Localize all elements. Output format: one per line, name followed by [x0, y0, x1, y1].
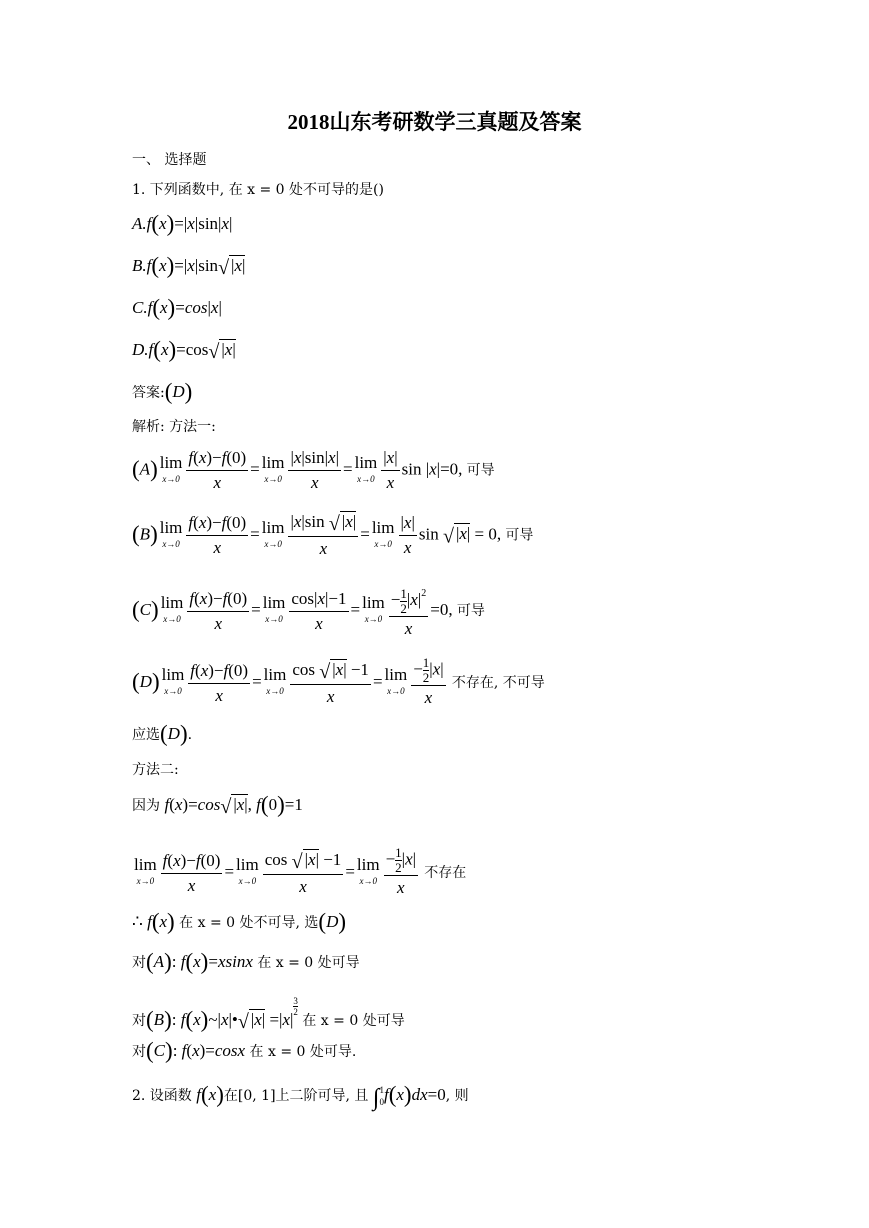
- limit-row-b: (B) lim x→0 $\frac{f(x)-f(0)}{x}$ = lim x→0 $\frac{|x|\sin √ |x|}{x}$ = lim x→0 $\frac{|x|}{x}$ sin √ |x| = 0, 可导: [132, 512, 534, 558]
- check-b-line: 对(B): f(x)~|x|•√ |x| =|x| $\frac{3}{2}$ 在 x = 0 处可导: [132, 996, 405, 1033]
- check-c-label: C: [153, 1041, 166, 1060]
- option-a-label: A.: [132, 214, 147, 233]
- limit-row-d: (D) lim x→0 $\frac{f(x)-f(0)}{x}$ = lim x→0 $\frac{\cos √ |x| -1}{x}$ = lim x→0 − $\frac{1}{2}$ |x| x 不存在, 不可导: [132, 655, 545, 707]
- because-prefix: 因为: [132, 798, 160, 814]
- check-a-line: 对(A): f(x)=xsinx 在 x = 0 处可导: [132, 949, 360, 974]
- option-b: B.f(x)=|x|sin√ |x|: [132, 253, 246, 279]
- check-b-suffix: 在 x = 0 处可导: [302, 1013, 405, 1029]
- answer-line: 答案:(D): [132, 379, 193, 404]
- check-b-prefix: 对: [132, 1013, 146, 1029]
- option-c-label: C.: [132, 298, 148, 317]
- question-1-stem: 1. 下列函数中, 在 x = 0 处不可导的是(): [132, 182, 384, 198]
- choose-prefix: 应选: [132, 727, 160, 743]
- choose-line: 应选(D).: [132, 721, 193, 746]
- limit-row-d-label: D: [139, 671, 152, 691]
- method-2-label: 方法二:: [132, 762, 179, 778]
- check-a-suffix: 在 x = 0 处可导: [257, 955, 360, 971]
- answer-value: D: [172, 382, 185, 401]
- analysis-label: 解析: 方法一:: [132, 419, 216, 435]
- document-title: 2018山东考研数学三真题及答案: [287, 110, 582, 134]
- therefore-text: 在 x = 0 处不可导, 选: [179, 915, 319, 931]
- choose-value: D: [167, 724, 180, 743]
- question-2-prefix: 2. 设函数: [132, 1088, 192, 1104]
- limit-row-a: (A) lim x→0 $\frac{f(x)-f(0)}{x}$ = lim x→0 $\frac{|x|\sin|x|}{x}$ = lim x→0 $\frac{|x|}{x}$ sin |x|=0, 可导: [132, 448, 495, 492]
- option-c: C.f(x)=cos|x|: [132, 295, 222, 320]
- therefore-line: ∴ f(x) 在 x = 0 处不可导, 选(D): [132, 909, 347, 934]
- limit-row-c: (C) lim x→0 $\frac{f(x)-f(0)}{x}$ = lim x→0 $\frac{\cos|x|-1}{x}$ = lim x→0 − $\frac{1}{2}$ $|x|^2$ x =0, 可导: [132, 582, 485, 641]
- limit-row-c-label: C: [139, 600, 152, 620]
- limit-row-a-label: A: [139, 459, 151, 479]
- check-c-line: 对(C): f(x)=cosx 在 x = 0 处可导.: [132, 1038, 357, 1063]
- question-2-middle: 在[0, 1]上二阶可导, 且: [223, 1088, 369, 1104]
- limit-row-c-note: 可导: [456, 603, 485, 620]
- option-a: A.f(x)=|x|sin|x|: [132, 211, 233, 236]
- section-heading: 一、 选择题: [132, 152, 207, 168]
- limit-row-b-label: B: [139, 524, 151, 544]
- answer-label: 答案:: [132, 385, 165, 401]
- method-2-limit-note: 不存在: [424, 864, 467, 881]
- option-d-label: D.: [132, 340, 149, 359]
- check-a-label: A: [153, 952, 165, 971]
- option-b-label: B.: [132, 256, 147, 275]
- because-line: 因为 f(x)=cos√ |x|, f(0)=1: [132, 792, 303, 818]
- check-c-prefix: 对: [132, 1044, 146, 1060]
- therefore-value: D: [326, 912, 339, 931]
- check-b-label: B: [153, 1010, 165, 1029]
- limit-row-a-note: 可导: [466, 462, 495, 479]
- method-2-limit: lim x→0 $\frac{f(x)-f(0)}{x}$ = lim x→0 $\frac{\cos √ |x| -1}{x}$ = lim x→0 − $\frac{1}{2}$ |x| x 不存在: [134, 845, 467, 897]
- limit-row-b-note: 可导: [505, 527, 534, 544]
- limit-row-d-note: 不存在, 不可导: [451, 674, 545, 691]
- check-a-prefix: 对: [132, 955, 146, 971]
- option-d: D.f(x)=cos√ |x|: [132, 337, 236, 363]
- question-2-suffix: , 则: [445, 1088, 469, 1104]
- check-c-suffix: 在 x = 0 处可导.: [249, 1044, 357, 1060]
- question-2-stem: 2. 设函数 f(x)在[0, 1]上二阶可导, 且 ∫ 1 0 f(x)dx=0, 则: [132, 1082, 469, 1111]
